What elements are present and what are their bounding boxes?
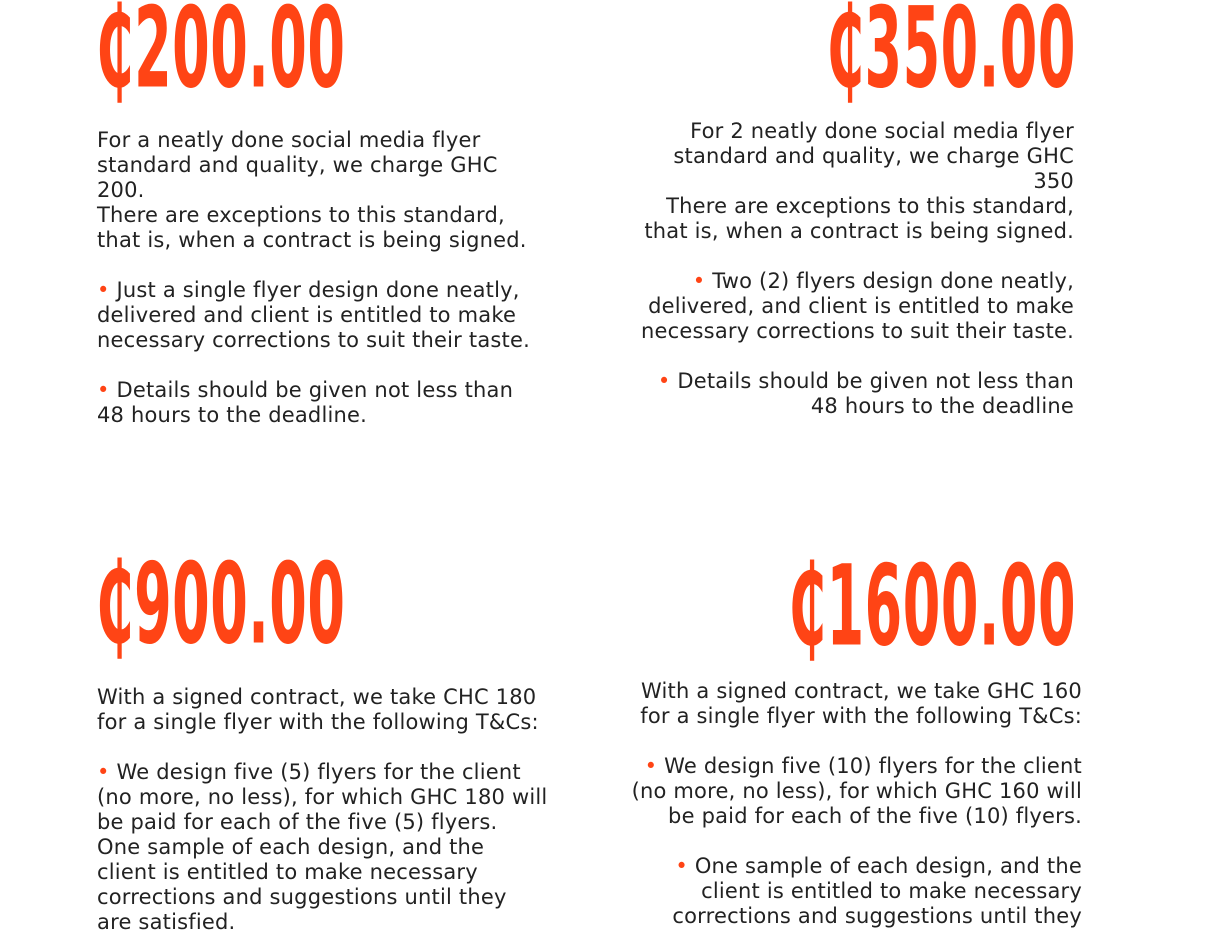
package-350-bullet-1: • Two (2) flyers design done neatly, (692, 269, 1074, 293)
bullet-icon: • (97, 378, 110, 402)
package-200-intro-line-3: 200. (97, 178, 145, 202)
package-1600-bullet-2-line-3: corrections and suggestions until they (672, 904, 1082, 928)
package-200-bullet-1-line-2: delivered and client is entitled to make (97, 303, 517, 327)
package-350-intro-line-2: standard and quality, we charge GHC (673, 144, 1074, 168)
package-900-bullet-1-line-3: be paid for each of the five (5) flyers. (97, 810, 498, 834)
package-1600-bullet-2-line-2: client is entitled to make necessary (701, 879, 1082, 903)
package-200-intro-line-1: For a neatly done social media flyer (97, 128, 481, 152)
package-350-intro-line-5: that is, when a contract is being signed. (644, 219, 1074, 243)
bullet-icon: • (675, 854, 688, 878)
package-900-bullet-1-line-5: client is entitled to make necessary (97, 860, 478, 884)
bullet-icon: • (657, 369, 671, 393)
package-1600-bullet-2: • One sample of each design, and the (675, 854, 1082, 878)
package-350-intro-line-1: For 2 neatly done social media flyer (690, 119, 1074, 143)
package-200-bullet-2: • Details should be given not less than (97, 378, 514, 402)
package-900-bullet-1-line-7: are satisfied. (97, 910, 236, 934)
package-200-intro-line-5: that is, when a contract is being signed. (97, 228, 527, 252)
package-350-bullet-2-line-2: 48 hours to the deadline (810, 394, 1074, 418)
package-200-intro-line-2: standard and quality, we charge GHC (97, 153, 498, 177)
package-900-details (97, 685, 557, 935)
package-900-intro-line-2: for a single flyer with the following T&Cs: (97, 710, 539, 734)
package-1600-bullet-1-line-2: (no more, no less), for which GHC 160 will (631, 779, 1082, 803)
package-350-intro-line-4: There are exceptions to this standard, (666, 194, 1074, 218)
package-900-bullet-1-line-6: corrections and suggestions until they (97, 885, 507, 909)
price-900: ₵900.00 (96, 540, 346, 670)
package-200-intro-line-4: There are exceptions to this standard, (97, 203, 505, 227)
package-900-bullet-1: • We design five (5) flyers for the client (97, 760, 521, 784)
bullet-icon: • (644, 754, 658, 778)
package-200-bullet-2-line-2: 48 hours to the deadline. (97, 403, 368, 427)
package-350-bullet-2: • Details should be given not less than (657, 369, 1074, 393)
package-1600-intro-line-2: for a single flyer with the following T&Cs: (640, 704, 1082, 728)
price-200: ₵200.00 (96, 0, 346, 114)
package-900-intro-line-1: With a signed contract, we take CHC 180 (97, 685, 537, 709)
bullet-icon: • (692, 269, 706, 293)
price-1600: ₵1600.00 (788, 542, 1076, 672)
package-1600-bullet-1: • We design five (10) flyers for the client (644, 754, 1082, 778)
package-1600-bullet-1-line-3: be paid for each of the five (10) flyers. (668, 804, 1082, 828)
package-350-details (614, 119, 1074, 419)
package-350-intro-line-3: 350 (1033, 169, 1074, 193)
package-1600-details (622, 679, 1082, 929)
package-200-bullet-1-line-3: necessary corrections to suit their taste. (97, 328, 530, 352)
package-350-bullet-1-line-2: delivered, and client is entitled to make (648, 294, 1074, 318)
bullet-icon: • (97, 760, 110, 784)
price-350: ₵350.00 (826, 0, 1076, 114)
package-200-bullet-1: • Just a single flyer design done neatly, (97, 278, 520, 302)
package-900-bullet-1-line-4: One sample of each design, and the (97, 835, 485, 859)
package-350-bullet-1-line-3: necessary corrections to suit their taste. (641, 319, 1074, 343)
package-900-bullet-1-line-2: (no more, no less), for which GHC 180 will (97, 785, 548, 809)
package-200-details (97, 128, 537, 428)
bullet-icon: • (97, 278, 110, 302)
package-1600-intro-line-1: With a signed contract, we take GHC 160 (641, 679, 1082, 703)
